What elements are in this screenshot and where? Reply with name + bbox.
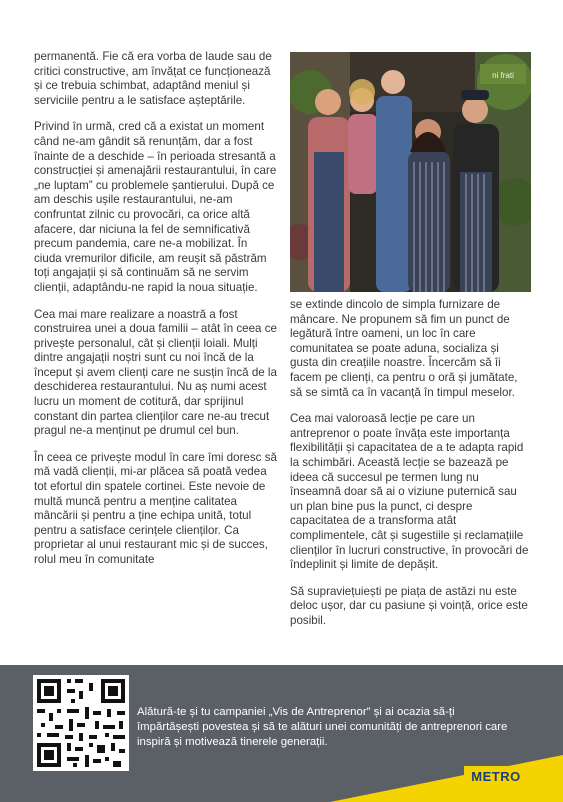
- paragraph: În ceea ce privește modul în care îmi doresc să mă vadă clienții, mi-ar plăcea să poată vedea tot efortul din spatele cortinei. Este nevoie de multă muncă pentru a menține calitatea mâncării și pentru a ține echipa unită, totul pentru a satisface cerințele clienților. Ca proprietar al unui restaurant mic și de succes, rolul meu în comunitate: [34, 450, 277, 566]
- qr-code-icon[interactable]: [33, 675, 129, 771]
- team-photo: [290, 52, 531, 292]
- paragraph: Să supraviețuiești pe piața de astăzi nu este deloc ușor, dar cu pasiune și voință, orice este posibil.: [290, 584, 528, 627]
- metro-logo: [464, 766, 528, 786]
- paragraph: se extinde dincolo de simpla furnizare de mâncare. Ne propunem să fim un punct de legătură între oameni, un loc în care comunitatea se poate aduna, socializa și gusta din creațiile noastre. Încercăm să îi facem pe clienți, ca pentru o oră și jumătate, să se simtă ca în vacanță în timpul meselor.: [290, 298, 518, 399]
- paragraph: Privind în urmă, cred că a existat un moment când ne-am gândit să renunțăm, dar a fost înainte de a deschide – în perioada stresantă a construcției și amenajării restaurantului, în care „ne luptam” cu problemele șantierului. După ce am deschis ușile restaurantului, ne-am confruntat zilnic cu provocări, ca orice altă afacere, dar niciuna la fel de semnificativă precum pandemia, care ne-a mobilizat. În ciuda vremurilor dificile, am reușit să păstrăm toți angajații și să continuăm să ne servim clienții, adaptându-ne rapid la noua situație.: [34, 120, 277, 294]
- campaign-footer: [0, 665, 563, 802]
- paragraph: Cea mai mare realizare a noastră a fost construirea unei a doua familii – atât în ceea ce privește personalul, cât și clienții loiali. Mulți dintre angajații noștri sunt cu noi încă de la început și avem clienți care ne susțin încă de la deschiderea restaurantului. Nu aș numi acest lucru un moment de cotitură, dar sprijinul constant din partea clienților care ne-au trecut pragul ne-a menținut pe drumul cel bun.: [34, 307, 277, 438]
- sign-text: ni frati: [492, 71, 514, 80]
- paragraph: Cea mai valoroasă lecție pe care un antreprenor o poate învăța este importanța flexibilității și capacitatea de a te adapta rapid la schimbări. Această lecție se bazează pe ideea că succesul pe termen lung nu înseamnă doar să ai o viziune puternică sau un plan bine pus la punct, ci despre capacitatea de a transforma atât complimentele, cât și sugestiile și reclamațiile clienților în lucruri constructive, în provocări de îndeplinit și limite de depășit.: [290, 412, 529, 572]
- right-text-column: [290, 298, 530, 640]
- left-text-column: [34, 50, 277, 580]
- paragraph: permanentă. Fie că era vorba de laude sau de critici constructive, am învățat ce funcționează și ce trebuia schimbat, adaptând meniul și serviciile pentru a le satisface așteptările.: [34, 50, 272, 107]
- campaign-text: Alătură-te și tu campaniei „Vis de Antreprenor” și ai ocazia să-ți împărtășești povestea și să te alături unei comunități de antreprenori care inspiră și motivează tinerele generații.: [137, 706, 508, 748]
- metro-logo-text: METRO: [471, 768, 521, 784]
